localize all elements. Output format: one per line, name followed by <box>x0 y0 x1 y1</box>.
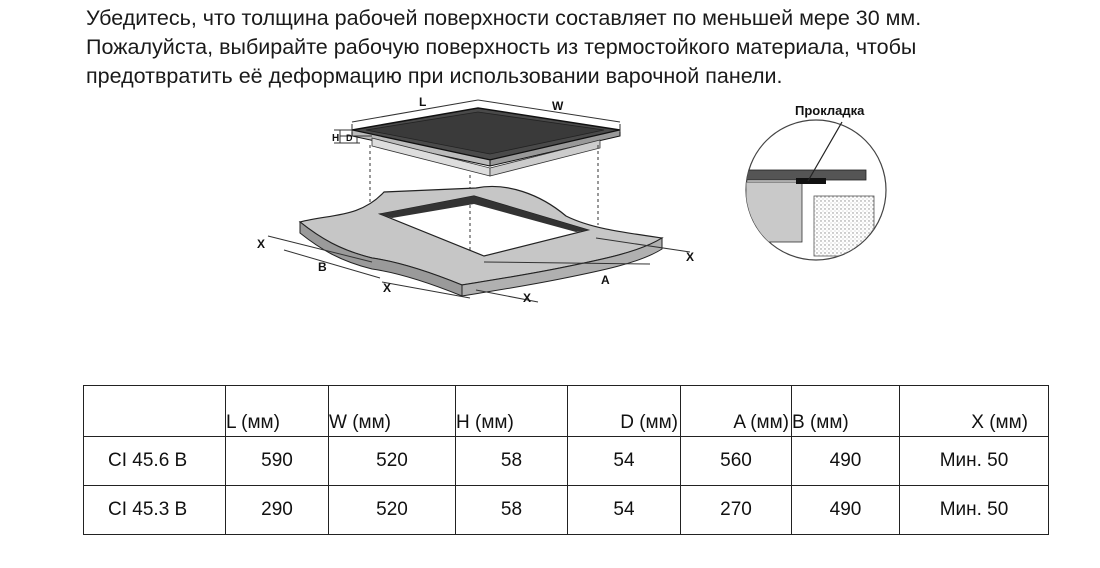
table-header-row <box>84 386 1049 437</box>
cell-l: 290 <box>226 486 329 535</box>
label-x-bottom: X <box>523 291 532 305</box>
hob-illustration <box>352 108 620 176</box>
cell-b: 490 <box>792 486 900 535</box>
header-h: H (мм) <box>456 386 568 437</box>
table-row <box>84 437 1049 486</box>
cell-d: 54 <box>568 486 681 535</box>
instruction-line-2: Пожалуйста, выбирайте рабочую поверхность из термостойкого материала, чтобы <box>86 35 917 59</box>
cell-a: 270 <box>681 486 792 535</box>
cell-model: CI 45.6 B <box>84 437 226 486</box>
label-x-front: X <box>383 281 392 295</box>
cell-w: 520 <box>329 486 456 535</box>
cell-model: CI 45.3 B <box>84 486 226 535</box>
cell-d: 54 <box>568 437 681 486</box>
label-a: A <box>601 273 610 287</box>
label-l: L <box>419 95 427 109</box>
cell-h: 58 <box>456 437 568 486</box>
worktop-section <box>746 182 802 242</box>
label-x-left: X <box>257 237 266 251</box>
header-d: D (мм) <box>568 386 681 437</box>
header-a: A (мм) <box>681 386 792 437</box>
header-b: B (мм) <box>792 386 900 437</box>
cell-x: Мин. 50 <box>900 486 1049 535</box>
cell-x: Мин. 50 <box>900 437 1049 486</box>
label-h: H <box>332 133 340 144</box>
header-model <box>84 386 226 437</box>
cell-a: 560 <box>681 437 792 486</box>
label-w: W <box>552 99 564 113</box>
cell-h: 58 <box>456 486 568 535</box>
cell-w: 520 <box>329 437 456 486</box>
header-l: L (мм) <box>226 386 329 437</box>
cell-l: 590 <box>226 437 329 486</box>
table-row <box>84 486 1049 535</box>
gasket-strip <box>796 178 826 184</box>
label-b: B <box>318 260 327 274</box>
instruction-line-3: предотвратить её деформацию при использовании варочной панели. <box>86 64 783 88</box>
gasket-label: Прокладка <box>795 103 865 118</box>
insulation-section <box>814 196 874 256</box>
dimensions-table <box>83 385 1049 535</box>
header-w: W (мм) <box>329 386 456 437</box>
label-d: D <box>346 133 353 143</box>
cell-b: 490 <box>792 437 900 486</box>
gasket-detail <box>746 120 886 260</box>
instruction-line-1: Убедитесь, что толщина рабочей поверхности составляет по меньшей мере 30 мм. <box>86 6 922 30</box>
label-x-right: X <box>686 250 695 264</box>
header-x: X (мм) <box>900 386 1049 437</box>
